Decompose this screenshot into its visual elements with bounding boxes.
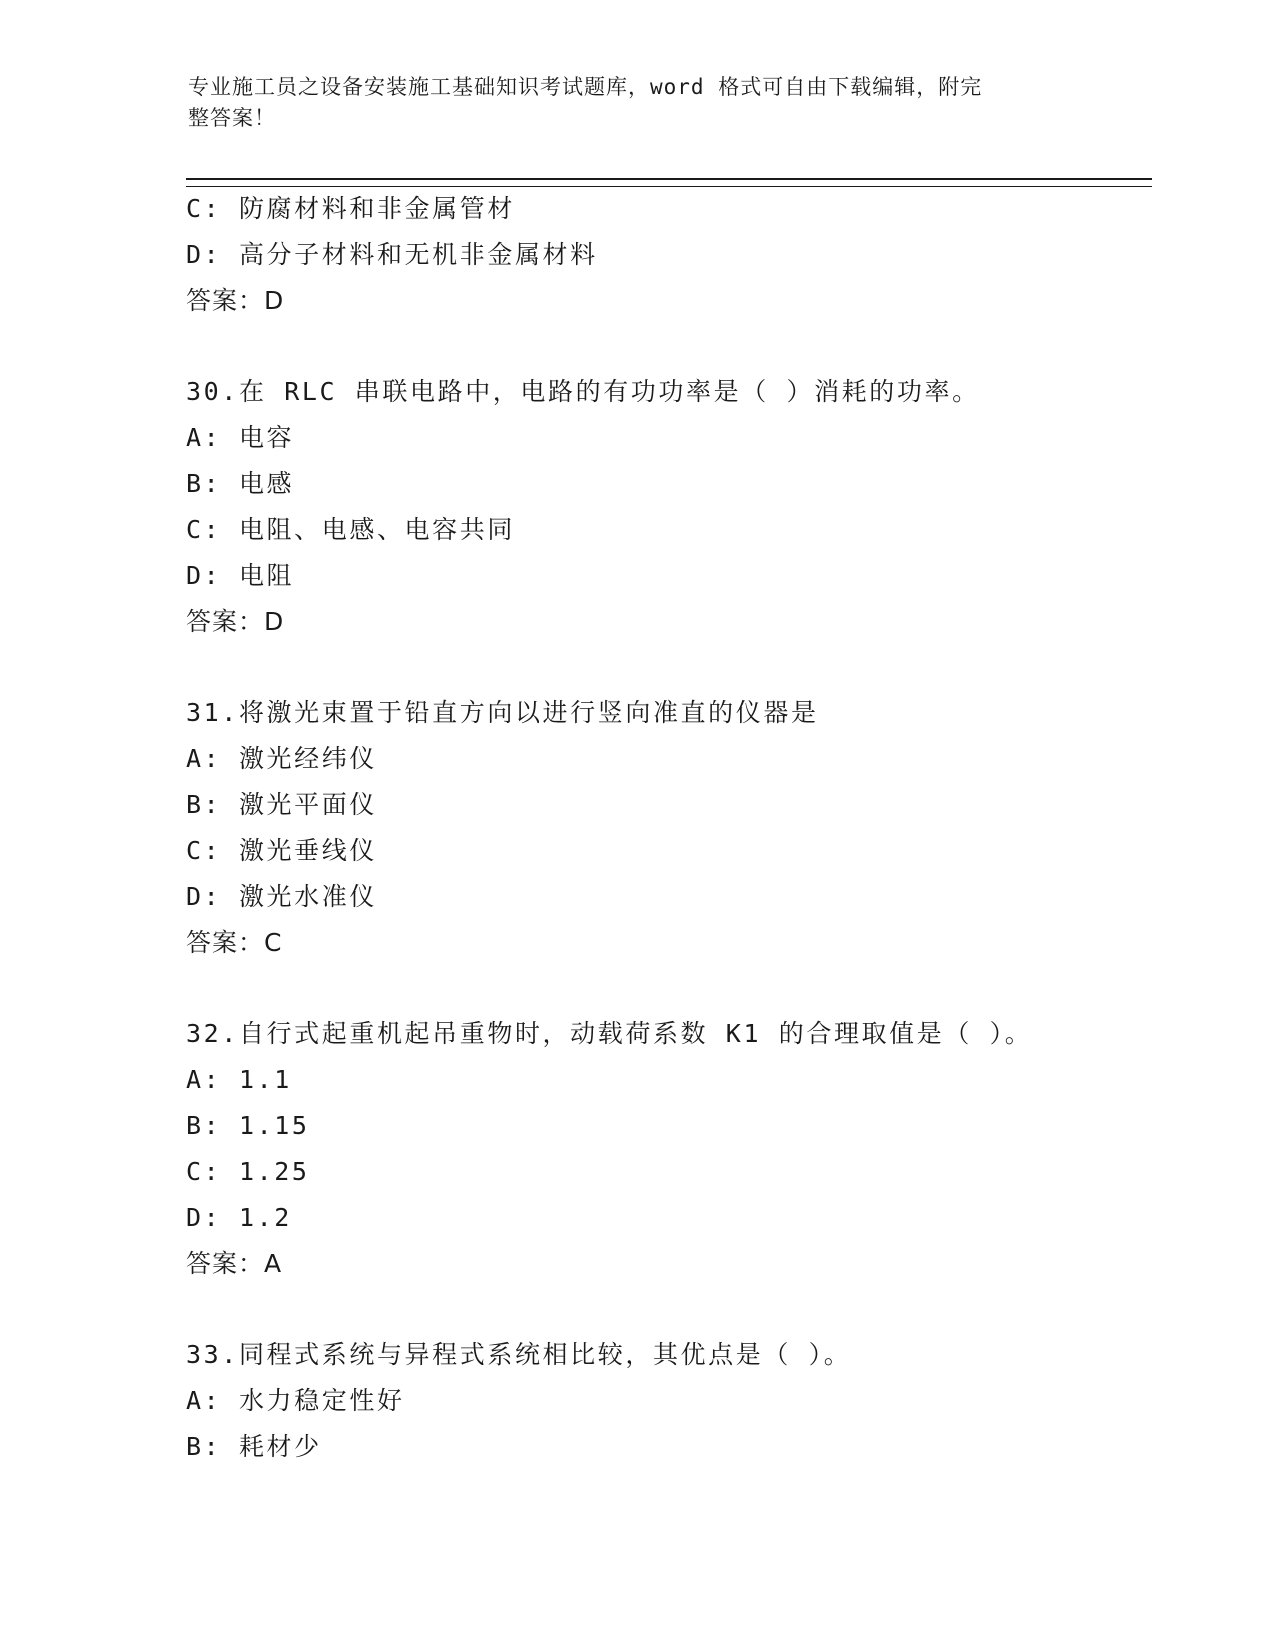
option-a: A: 1.1 [186,1065,292,1094]
option-d: D: 激光水准仪 [186,882,377,911]
answer-text: 答案：D [186,286,285,315]
option-a: A: 电容 [186,423,295,452]
question-block-30 [186,369,1146,645]
option-b: B: 耗材少 [186,1432,322,1461]
question-list [186,186,1146,1470]
document-header [188,72,1068,134]
option-b: B: 激光平面仪 [186,790,377,819]
question-text: 32.自行式起重机起吊重物时，动载荷系数 K1 的合理取值是（ ）。 [186,1019,1033,1048]
answer-text: 答案：C [186,928,283,957]
option-c: C: 电阻、电感、电容共同 [186,515,515,544]
option-d: D: 1.2 [186,1203,292,1232]
option-b: B: 电感 [186,469,295,498]
question-text: 31.将激光束置于铅直方向以进行竖向准直的仪器是 [186,698,819,727]
header-line-2: 整答案！ [188,106,276,130]
answer-text: 答案：A [186,1249,283,1278]
answer-text: 答案：D [186,607,285,636]
option-d: D: 高分子材料和无机非金属材料 [186,240,598,269]
header-line-1: 专业施工员之设备安装施工基础知识考试题库，word 格式可自由下载编辑，附完 [188,75,983,99]
question-block-32 [186,1011,1146,1287]
option-c: C: 激光垂线仪 [186,836,377,865]
question-block-33 [186,1332,1146,1470]
option-c: C: 防腐材料和非金属管材 [186,194,515,223]
option-d: D: 电阻 [186,561,295,590]
option-c: C: 1.25 [186,1157,310,1186]
question-block-31 [186,690,1146,966]
question-text: 33.同程式系统与异程式系统相比较，其优点是（ ）。 [186,1340,852,1369]
option-a: A: 激光经纬仪 [186,744,377,773]
question-text: 30.在 RLC 串联电路中，电路的有功功率是（ ）消耗的功率。 [186,377,980,406]
option-b: B: 1.15 [186,1111,310,1140]
option-a: A: 水力稳定性好 [186,1386,405,1415]
question-block-29 [186,186,1146,324]
